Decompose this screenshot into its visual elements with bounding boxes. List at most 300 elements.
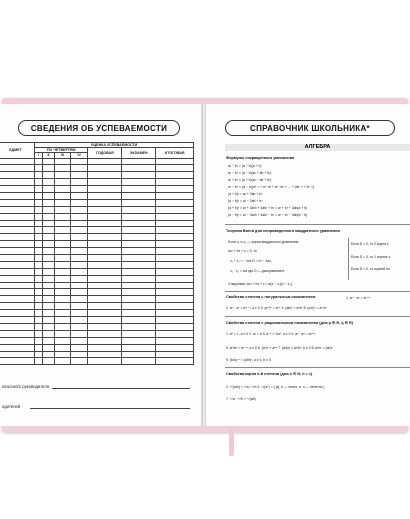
- grade-cell[interactable]: [156, 303, 194, 310]
- grade-cell[interactable]: [88, 158, 122, 165]
- grade-row: [0, 193, 194, 200]
- subject-cell[interactable]: [0, 213, 35, 220]
- formula-line: a³ + b³ = (a + b)(a² − ab + b²): [228, 178, 272, 182]
- heading-roots: Свойства корня n-й степени (для n ∈ N, n > 1): [226, 372, 313, 376]
- grade-cell[interactable]: [35, 172, 43, 179]
- grade-cell[interactable]: [35, 358, 43, 365]
- grade-cell[interactable]: [35, 206, 43, 213]
- grade-cell[interactable]: [70, 310, 88, 317]
- grade-cell[interactable]: [54, 344, 70, 351]
- grade-cell[interactable]: [54, 199, 70, 206]
- grade-cell[interactable]: [54, 165, 70, 172]
- divider: [225, 367, 410, 368]
- grade-cell[interactable]: [156, 282, 194, 289]
- grade-cell[interactable]: [156, 234, 194, 241]
- reference-title: СПРАВОЧНИК ШКОЛЬНИКА*: [225, 120, 395, 136]
- grade-cell[interactable]: [42, 323, 54, 330]
- grade-cell[interactable]: [156, 248, 194, 255]
- grade-cell[interactable]: [35, 268, 43, 275]
- grade-cell[interactable]: [35, 289, 43, 296]
- grade-cell[interactable]: [156, 337, 194, 344]
- grade-cell[interactable]: [42, 234, 54, 241]
- grade-cell[interactable]: [122, 206, 156, 213]
- grade-cell[interactable]: [156, 199, 194, 206]
- grade-cell[interactable]: [88, 248, 122, 255]
- subject-cell[interactable]: [0, 206, 35, 213]
- grades-body: [0, 158, 194, 365]
- col-quarter-4: IV: [70, 153, 88, 158]
- grade-cell[interactable]: [54, 248, 70, 255]
- grade-cell[interactable]: [35, 199, 43, 206]
- subject-cell[interactable]: [0, 241, 35, 248]
- grade-cell[interactable]: [54, 186, 70, 193]
- grade-cell[interactable]: [156, 330, 194, 337]
- grade-cell[interactable]: [42, 275, 54, 282]
- grade-cell[interactable]: [88, 310, 122, 317]
- grade-cell[interactable]: [35, 165, 43, 172]
- grade-cell[interactable]: [122, 296, 156, 303]
- grade-cell[interactable]: [88, 199, 122, 206]
- grade-cell[interactable]: [35, 261, 43, 268]
- grade-cell[interactable]: [122, 234, 156, 241]
- grade-cell[interactable]: [156, 268, 194, 275]
- subject-cell[interactable]: [0, 282, 35, 289]
- grade-cell[interactable]: [42, 248, 54, 255]
- rational-properties: 5. aᵖ/aᵠ = aᵖ⁻ᵠ, a ≠ 0 6. (aᵖ)ᵠ = aᵖᵠ 7. (a/b)ᵖ = aᵖ/bᵖ, b ≠ 0 8. aᵖbᵖ = (ab)ᵖ: [226, 346, 333, 350]
- grade-cell[interactable]: [35, 186, 43, 193]
- grade-cell[interactable]: [122, 358, 156, 365]
- teacher-signature-line[interactable]: [52, 388, 190, 389]
- grade-cell[interactable]: [70, 241, 88, 248]
- grade-cell[interactable]: [70, 344, 88, 351]
- grade-cell[interactable]: [70, 358, 88, 365]
- grade-cell[interactable]: [122, 172, 156, 179]
- subject-cell[interactable]: [0, 255, 35, 262]
- grade-cell[interactable]: [122, 227, 156, 234]
- grade-cell[interactable]: [122, 193, 156, 200]
- grade-cell[interactable]: [35, 248, 43, 255]
- grade-cell[interactable]: [88, 323, 122, 330]
- roots-properties: 1. ⁿ√(a/b) = ⁿ√a / ⁿ√b 2. ⁿ√(aⁿ) = { |a|, n — четно; a, n — нечетно }: [226, 385, 325, 389]
- grade-row: [0, 310, 194, 317]
- grade-cell[interactable]: [70, 179, 88, 186]
- bookmark-ribbon[interactable]: [229, 426, 234, 456]
- grade-cell[interactable]: [156, 275, 194, 282]
- grade-cell[interactable]: [156, 261, 194, 268]
- grade-cell[interactable]: [70, 193, 88, 200]
- grade-cell[interactable]: [54, 358, 70, 365]
- grade-cell[interactable]: [70, 261, 88, 268]
- grade-row: [0, 344, 194, 351]
- grade-cell[interactable]: [156, 227, 194, 234]
- grade-cell[interactable]: [88, 275, 122, 282]
- subject-cell[interactable]: [0, 275, 35, 282]
- grade-row: [0, 165, 194, 172]
- grade-cell[interactable]: [88, 330, 122, 337]
- section-algebra: АЛГЕБРА: [225, 144, 410, 151]
- natural-properties: 2. aᵐ : aⁿ = aᵐ⁻ⁿ, a ≠ 0 3. (aᵐ)ⁿ = aᵐⁿ 4. (ab)ⁿ = aⁿbⁿ 5. (a:b)ⁿ = aⁿ:bⁿ: [226, 306, 327, 310]
- grade-cell[interactable]: [88, 255, 122, 262]
- grade-cell[interactable]: [70, 165, 88, 172]
- grade-cell[interactable]: [88, 282, 122, 289]
- subject-cell[interactable]: [0, 158, 35, 165]
- grade-cell[interactable]: [70, 289, 88, 296]
- grade-cell[interactable]: [35, 282, 43, 289]
- right-page: [206, 104, 410, 426]
- grade-cell[interactable]: [35, 337, 43, 344]
- subject-cell[interactable]: [0, 261, 35, 268]
- grade-cell[interactable]: [122, 303, 156, 310]
- formula-line: (a − b)³ = a³ − 3a²b + 3ab² − b³ = a³ − b³ − 3ab(a − b): [228, 213, 308, 217]
- grade-cell[interactable]: [54, 179, 70, 186]
- grade-cell[interactable]: [88, 268, 122, 275]
- grade-row: [0, 282, 194, 289]
- subject-cell[interactable]: [0, 268, 35, 275]
- grade-cell[interactable]: [122, 289, 156, 296]
- roots-properties: 7. ⁿ√a · ⁿ√b = ⁿ√(ab): [226, 397, 256, 401]
- grade-cell[interactable]: [54, 241, 70, 248]
- grade-row: [0, 303, 194, 310]
- grade-cell[interactable]: [156, 241, 194, 248]
- grade-cell[interactable]: [42, 220, 54, 227]
- grade-cell[interactable]: [156, 179, 194, 186]
- grade-cell[interactable]: [88, 227, 122, 234]
- grade-cell[interactable]: [70, 296, 88, 303]
- grade-cell[interactable]: [122, 213, 156, 220]
- vieta-line: ax² + bx + c = 0, то: [228, 249, 257, 253]
- grade-cell[interactable]: [35, 241, 43, 248]
- grade-cell[interactable]: [122, 179, 156, 186]
- grade-cell[interactable]: [88, 303, 122, 310]
- grade-cell[interactable]: [122, 351, 156, 358]
- grade-cell[interactable]: [54, 261, 70, 268]
- grade-cell[interactable]: [156, 310, 194, 317]
- grade-cell[interactable]: [122, 317, 156, 324]
- grade-cell[interactable]: [35, 296, 43, 303]
- heading-natural: Свойства степени с натуральным показателем: [226, 295, 316, 299]
- grade-cell[interactable]: [70, 282, 88, 289]
- grade-row: [0, 330, 194, 337]
- grade-cell[interactable]: [88, 165, 122, 172]
- grade-cell[interactable]: [42, 227, 54, 234]
- subject-cell[interactable]: [0, 337, 35, 344]
- grade-cell[interactable]: [42, 261, 54, 268]
- grades-table: [0, 142, 194, 365]
- grade-cell[interactable]: [88, 193, 122, 200]
- grade-cell[interactable]: [54, 289, 70, 296]
- subject-cell[interactable]: [0, 186, 35, 193]
- grade-cell[interactable]: [35, 227, 43, 234]
- discriminant-line: Если D = 0, то 1 корень x: [351, 255, 391, 259]
- formula-line: (a + b)² = a² + 2ab + b²: [228, 192, 263, 196]
- grade-cell[interactable]: [70, 337, 88, 344]
- grade-cell[interactable]: [42, 330, 54, 337]
- grade-cell[interactable]: [42, 310, 54, 317]
- grade-cell[interactable]: [156, 317, 194, 324]
- grade-cell[interactable]: [42, 241, 54, 248]
- grade-cell[interactable]: [122, 268, 156, 275]
- grade-row: [0, 241, 194, 248]
- grade-cell[interactable]: [156, 351, 194, 358]
- grade-cell[interactable]: [122, 255, 156, 262]
- grade-cell[interactable]: [70, 234, 88, 241]
- grade-cell[interactable]: [70, 275, 88, 282]
- subject-cell[interactable]: [0, 323, 35, 330]
- notebook-spine: [202, 104, 206, 426]
- grade-cell[interactable]: [70, 227, 88, 234]
- grade-cell[interactable]: [122, 337, 156, 344]
- grade-cell[interactable]: [88, 206, 122, 213]
- grade-cell[interactable]: [42, 268, 54, 275]
- grade-cell[interactable]: [42, 351, 54, 358]
- grade-cell[interactable]: [122, 275, 156, 282]
- subject-cell[interactable]: [0, 317, 35, 324]
- grade-cell[interactable]: [88, 317, 122, 324]
- grade-cell[interactable]: [156, 220, 194, 227]
- grade-cell[interactable]: [54, 234, 70, 241]
- grade-cell[interactable]: [42, 165, 54, 172]
- formula-line: a² − b² = (a − b)(a + b): [228, 164, 262, 168]
- grade-cell[interactable]: [70, 158, 88, 165]
- grade-cell[interactable]: [88, 351, 122, 358]
- grade-cell[interactable]: [54, 158, 70, 165]
- formula-line: (a − b)² = a² − 2ab + b²: [228, 199, 263, 203]
- grade-cell[interactable]: [70, 351, 88, 358]
- grade-cell[interactable]: [35, 303, 43, 310]
- rational-properties: 9. (b/a)⁻ᵖ = (a/b)ᵖ, a ≠ 0, b ≠ 0: [226, 358, 271, 362]
- grade-cell[interactable]: [88, 296, 122, 303]
- grade-cell[interactable]: [54, 337, 70, 344]
- grade-cell[interactable]: [42, 289, 54, 296]
- col-subject: ЕДМЕТ: [0, 143, 35, 159]
- grade-cell[interactable]: [156, 172, 194, 179]
- grade-cell[interactable]: [35, 344, 43, 351]
- grade-row: [0, 351, 194, 358]
- grade-cell[interactable]: [35, 193, 43, 200]
- formula-line: a³ − b³ = (a − b)(a² + ab + b²): [228, 171, 272, 175]
- grade-cell[interactable]: [156, 358, 194, 365]
- grade-cell[interactable]: [156, 206, 194, 213]
- grade-cell[interactable]: [35, 323, 43, 330]
- grade-cell[interactable]: [42, 358, 54, 365]
- grade-cell[interactable]: [42, 172, 54, 179]
- grade-cell[interactable]: [88, 179, 122, 186]
- formula-line: (a + b)³ = a³ + 3a²b + 3ab² + b³ = a³ + b³ + 3ab(a + b): [228, 206, 308, 210]
- grade-cell[interactable]: [88, 344, 122, 351]
- grade-cell[interactable]: [42, 213, 54, 220]
- subject-cell[interactable]: [0, 227, 35, 234]
- grade-cell[interactable]: [70, 303, 88, 310]
- grade-cell[interactable]: [88, 234, 122, 241]
- grade-cell[interactable]: [35, 255, 43, 262]
- grades-title: СВЕДЕНИЯ ОБ УСПЕВАЕМОСТИ: [18, 120, 180, 136]
- grade-cell[interactable]: [88, 213, 122, 220]
- subject-cell[interactable]: [0, 296, 35, 303]
- subject-cell[interactable]: [0, 330, 35, 337]
- grade-cell[interactable]: [54, 227, 70, 234]
- grade-cell[interactable]: [54, 296, 70, 303]
- grade-cell[interactable]: [122, 241, 156, 248]
- grade-cell[interactable]: [42, 317, 54, 324]
- grade-cell[interactable]: [70, 199, 88, 206]
- grade-cell[interactable]: [54, 172, 70, 179]
- grade-cell[interactable]: [70, 248, 88, 255]
- grade-cell[interactable]: [35, 158, 43, 165]
- subject-cell[interactable]: [0, 358, 35, 365]
- grade-row: [0, 275, 194, 282]
- grade-cell[interactable]: [54, 268, 70, 275]
- subject-cell[interactable]: [0, 165, 35, 172]
- grade-cell[interactable]: [122, 158, 156, 165]
- grade-cell[interactable]: [42, 337, 54, 344]
- grade-row: [0, 358, 194, 365]
- grade-cell[interactable]: [35, 317, 43, 324]
- grade-cell[interactable]: [122, 282, 156, 289]
- grade-cell[interactable]: [35, 330, 43, 337]
- grade-cell[interactable]: [54, 303, 70, 310]
- grade-cell[interactable]: [88, 241, 122, 248]
- grade-cell[interactable]: [35, 179, 43, 186]
- grade-cell[interactable]: [54, 193, 70, 200]
- subject-cell[interactable]: [0, 179, 35, 186]
- grade-cell[interactable]: [54, 323, 70, 330]
- grade-cell[interactable]: [122, 186, 156, 193]
- grade-cell[interactable]: [42, 303, 54, 310]
- grade-cell[interactable]: [70, 220, 88, 227]
- subject-cell[interactable]: [0, 234, 35, 241]
- col-year: ГОДОВАЯ: [88, 148, 122, 158]
- subject-cell[interactable]: [0, 303, 35, 310]
- grade-cell[interactable]: [54, 206, 70, 213]
- subject-cell[interactable]: [0, 248, 35, 255]
- col-grades: ОЦЕНКА УСПЕВАЕМОСТИ: [35, 143, 194, 148]
- grade-cell[interactable]: [88, 289, 122, 296]
- grade-cell[interactable]: [70, 268, 88, 275]
- grade-cell[interactable]: [35, 220, 43, 227]
- grade-cell[interactable]: [156, 255, 194, 262]
- grade-row: [0, 220, 194, 227]
- grade-cell[interactable]: [156, 213, 194, 220]
- grade-cell[interactable]: [70, 323, 88, 330]
- grade-cell[interactable]: [42, 179, 54, 186]
- grade-cell[interactable]: [35, 351, 43, 358]
- grade-cell[interactable]: [70, 206, 88, 213]
- grade-cell[interactable]: [42, 186, 54, 193]
- heading-formulas: Формулы сокращенного умножения: [226, 156, 295, 160]
- grade-cell[interactable]: [42, 282, 54, 289]
- grade-cell[interactable]: [122, 220, 156, 227]
- grade-cell[interactable]: [122, 344, 156, 351]
- grade-cell[interactable]: [54, 351, 70, 358]
- grade-cell[interactable]: [122, 199, 156, 206]
- grade-row: [0, 323, 194, 330]
- vieta-line: x₁ · x₂ = c/a где D — дискриминант.: [230, 269, 285, 273]
- grade-cell[interactable]: [54, 317, 70, 324]
- grade-row: [0, 268, 194, 275]
- subject-cell[interactable]: [0, 310, 35, 317]
- grade-cell[interactable]: [88, 337, 122, 344]
- grade-cell[interactable]: [88, 220, 122, 227]
- grade-cell[interactable]: [156, 296, 194, 303]
- vieta-line: Если x₁ и x₂ — корни квадратного уравнения: [228, 240, 299, 244]
- grade-row: [0, 317, 194, 324]
- grade-cell[interactable]: [70, 317, 88, 324]
- grade-cell[interactable]: [156, 186, 194, 193]
- divider: [225, 224, 410, 225]
- grade-cell[interactable]: [42, 296, 54, 303]
- divider: [225, 291, 410, 292]
- grade-cell[interactable]: [156, 323, 194, 330]
- grade-cell[interactable]: [70, 172, 88, 179]
- grade-cell[interactable]: [88, 172, 122, 179]
- grade-cell[interactable]: [70, 255, 88, 262]
- subject-cell[interactable]: [0, 351, 35, 358]
- grade-cell[interactable]: [42, 206, 54, 213]
- grade-cell[interactable]: [35, 275, 43, 282]
- grade-row: [0, 186, 194, 193]
- grade-cell[interactable]: [35, 234, 43, 241]
- grade-cell[interactable]: [156, 158, 194, 165]
- grade-cell[interactable]: [122, 165, 156, 172]
- grade-cell[interactable]: [54, 282, 70, 289]
- grade-row: [0, 199, 194, 206]
- subject-cell[interactable]: [0, 199, 35, 206]
- grade-cell[interactable]: [122, 261, 156, 268]
- grade-cell[interactable]: [54, 330, 70, 337]
- col-exam: ЭКЗАМЕН: [122, 148, 156, 158]
- col-quarters: ПО ЧЕТВЕРТЯМ: [35, 148, 88, 153]
- grade-cell[interactable]: [156, 344, 194, 351]
- grade-row: [0, 289, 194, 296]
- grade-cell[interactable]: [42, 255, 54, 262]
- grade-cell[interactable]: [122, 323, 156, 330]
- grade-cell[interactable]: [70, 213, 88, 220]
- grade-cell[interactable]: [54, 213, 70, 220]
- grade-cell[interactable]: [122, 248, 156, 255]
- grade-cell[interactable]: [35, 213, 43, 220]
- grade-cell[interactable]: [70, 330, 88, 337]
- grade-cell[interactable]: [70, 186, 88, 193]
- grade-cell[interactable]: [156, 289, 194, 296]
- footer-teacher: классного руководителя: [2, 384, 49, 389]
- grade-cell[interactable]: [88, 186, 122, 193]
- subject-cell[interactable]: [0, 289, 35, 296]
- grade-cell[interactable]: [35, 310, 43, 317]
- subject-cell[interactable]: [0, 344, 35, 351]
- footer-parents: одителей: [2, 404, 21, 409]
- grade-cell[interactable]: [88, 261, 122, 268]
- grade-cell[interactable]: [122, 310, 156, 317]
- rational-properties: 1. a⁰ = 1, a ≠ 0 2. a¹ = a 3. a⁻ⁿ = 1/aⁿ, a ≠ 0 4. aᵖ · aᵠ = aᵖ⁺ᵠ: [226, 332, 316, 336]
- grade-cell[interactable]: [42, 199, 54, 206]
- subject-cell[interactable]: [0, 193, 35, 200]
- subject-cell[interactable]: [0, 172, 35, 179]
- grade-cell[interactable]: [54, 310, 70, 317]
- grade-cell[interactable]: [156, 193, 194, 200]
- grade-cell[interactable]: [88, 358, 122, 365]
- grade-cell[interactable]: [42, 193, 54, 200]
- parents-signature-line[interactable]: [30, 408, 190, 409]
- grade-cell[interactable]: [54, 220, 70, 227]
- grade-cell[interactable]: [42, 344, 54, 351]
- natural-property-inline: 1. aᵐ · aⁿ = aᵐ⁺ⁿ: [346, 296, 371, 300]
- grade-cell[interactable]: [54, 255, 70, 262]
- grade-cell[interactable]: [156, 165, 194, 172]
- grade-cell[interactable]: [54, 275, 70, 282]
- grade-cell[interactable]: [42, 158, 54, 165]
- subject-cell[interactable]: [0, 220, 35, 227]
- grade-cell[interactable]: [122, 330, 156, 337]
